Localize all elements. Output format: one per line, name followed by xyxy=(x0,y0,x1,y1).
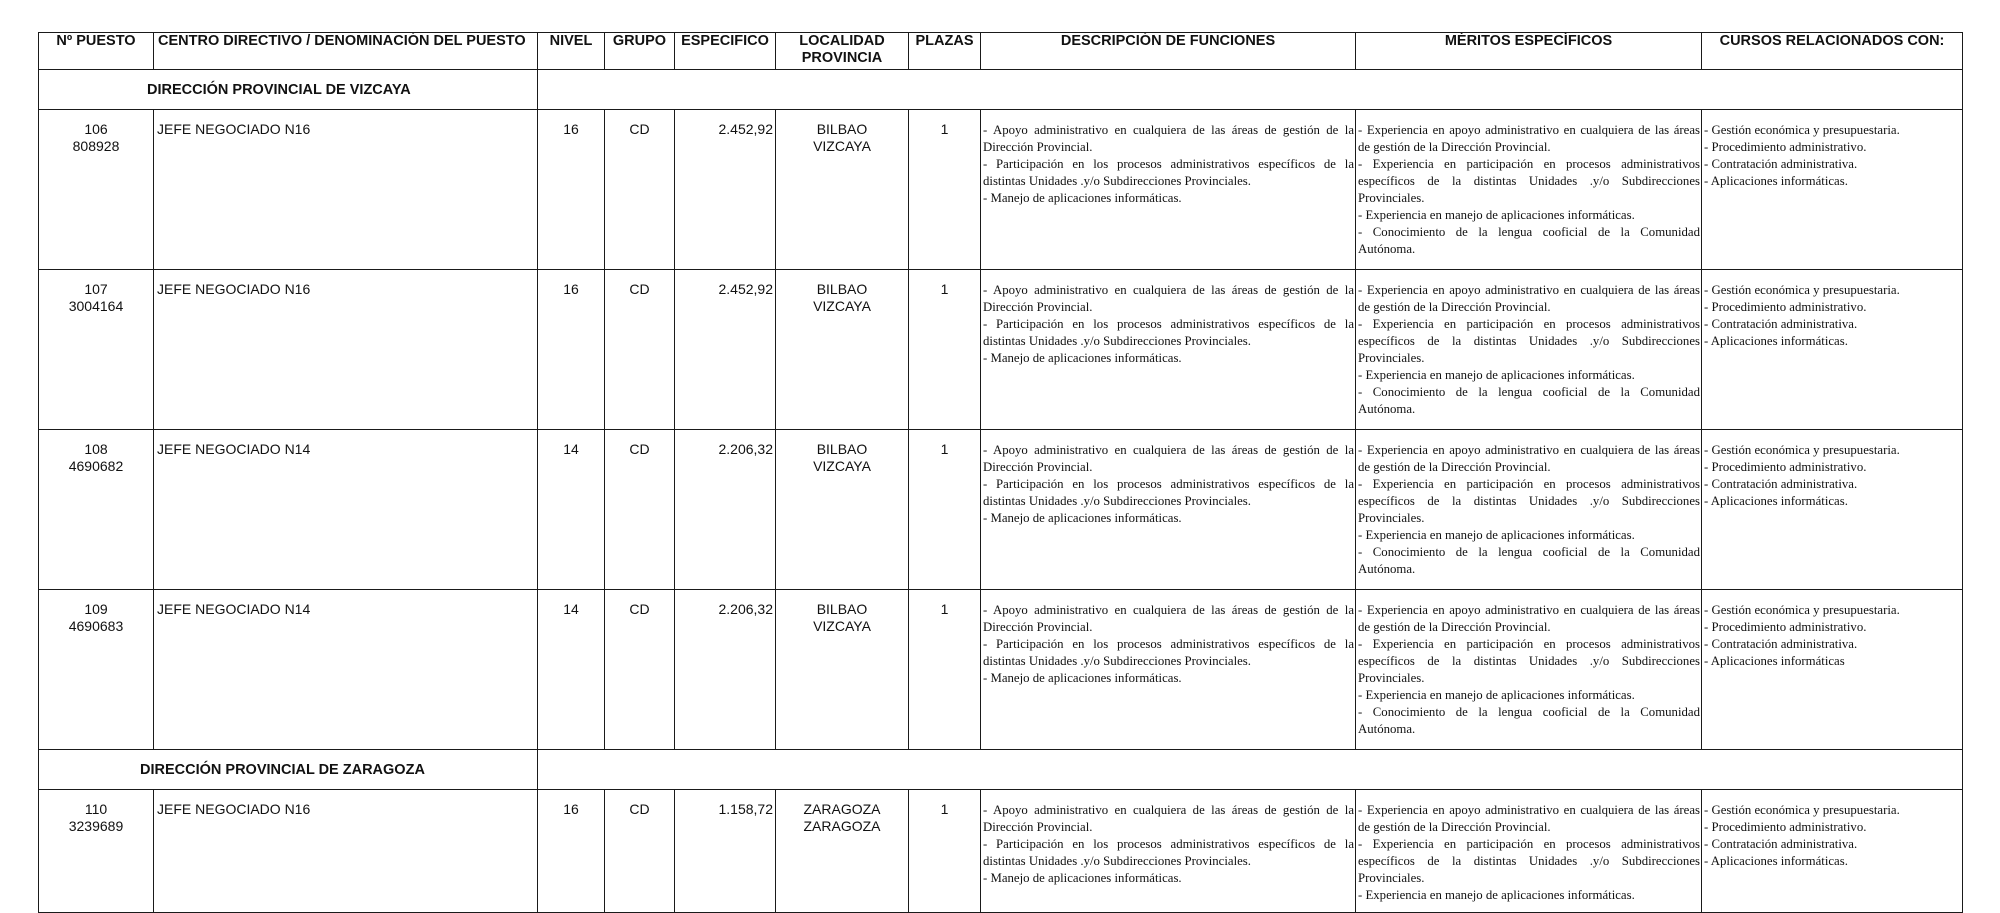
text-line: - Conocimiento de la lengua cooficial de la Comunidad Autónoma. xyxy=(1358,385,1700,416)
puesto-grupo: CD xyxy=(605,270,675,430)
funciones-cell xyxy=(981,430,1356,590)
puesto-number-cell xyxy=(39,590,154,750)
puesto-localidad: BILBAO xyxy=(816,281,868,297)
section-title-cell xyxy=(39,750,538,790)
text-line: - Aplicaciones informáticas. xyxy=(1704,334,1848,348)
puesto-number: 109 xyxy=(84,601,108,617)
puesto-plazas: 1 xyxy=(909,110,981,270)
text-line: - Manejo de aplicaciones informáticas. xyxy=(983,511,1182,525)
text-line: - Apoyo administrativo en cualquiera de las áreas de gestión de la Dirección Provincial. xyxy=(983,283,1354,314)
text-line: - Participación en los procesos administrativos específicos de la distintas Unidades .y/o Subdirecciones Provinciales. xyxy=(983,637,1354,668)
puesto-grupo: CD xyxy=(605,590,675,750)
puesto-provincia: VIZCAYA xyxy=(813,138,871,154)
puesto-localidad: BILBAO xyxy=(816,441,868,457)
text-line: - Gestión económica y presupuestaria. xyxy=(1704,443,1900,457)
text-line: - Experiencia en manejo de aplicaciones informáticas. xyxy=(1358,368,1635,382)
document-page xyxy=(38,32,1962,902)
cursos-cell xyxy=(1702,790,1963,913)
text-line: - Procedimiento administrativo. xyxy=(1704,820,1867,834)
funciones-cell xyxy=(981,270,1356,430)
text-line: - Experiencia en apoyo administrativo en cualquiera de las áreas de gestión de la Dirección Provincial. xyxy=(1358,123,1700,154)
puesto-nivel: 16 xyxy=(538,790,605,913)
text-line: - Procedimiento administrativo. xyxy=(1704,620,1867,634)
puesto-grupo: CD xyxy=(605,430,675,590)
section-filler-cell xyxy=(538,70,1963,110)
puesto-grupo: CD xyxy=(605,790,675,913)
section-title: DIRECCIÓN PROVINCIAL DE ZARAGOZA xyxy=(140,761,425,778)
text-line: - Gestión económica y presupuestaria. xyxy=(1704,603,1900,617)
puesto-localidad-cell xyxy=(776,790,909,913)
text-line: - Contratación administrativa. xyxy=(1704,637,1858,651)
puesto-localidad-cell xyxy=(776,110,909,270)
puesto-number: 110 xyxy=(84,801,108,817)
text-line: - Participación en los procesos administrativos específicos de la distintas Unidades .y/o Subdirecciones Provinciales. xyxy=(983,837,1354,868)
text-line: - Contratación administrativa. xyxy=(1704,157,1858,171)
text-line: - Experiencia en manejo de aplicaciones informáticas. xyxy=(1358,688,1635,702)
section-filler-cell xyxy=(538,750,1963,790)
text-line: - Contratación administrativa. xyxy=(1704,477,1858,491)
puesto-nivel: 14 xyxy=(538,430,605,590)
puesto-especifico: 1.158,72 xyxy=(675,790,776,913)
header-descripcion-funciones: DESCRIPCIÓN DE FUNCIONES xyxy=(981,33,1356,70)
cursos-cell xyxy=(1702,590,1963,750)
text-line: - Experiencia en manejo de aplicaciones informáticas. xyxy=(1358,528,1635,542)
puesto-denominacion: JEFE NEGOCIADO N16 xyxy=(154,270,538,430)
puesto-localidad: ZARAGOZA xyxy=(803,801,881,817)
text-line: - Conocimiento de la lengua cooficial de la Comunidad Autónoma. xyxy=(1358,545,1700,576)
text-line: - Experiencia en participación en procesos administrativos específicos de la distintas Unidades .y/o Subdirecciones Provinciales. xyxy=(1358,157,1700,205)
text-line: - Procedimiento administrativo. xyxy=(1704,140,1867,154)
text-line: - Experiencia en apoyo administrativo en cualquiera de las áreas de gestión de la Dirección Provincial. xyxy=(1358,443,1700,474)
section-title-cell xyxy=(39,70,538,110)
section-row xyxy=(39,750,1963,790)
puesto-nivel: 16 xyxy=(538,270,605,430)
puesto-code: 3239689 xyxy=(68,818,124,834)
puesto-denominacion: JEFE NEGOCIADO N14 xyxy=(154,590,538,750)
meritos-cell xyxy=(1356,790,1702,913)
section-title: DIRECCIÓN PROVINCIAL DE VIZCAYA xyxy=(147,81,411,98)
puesto-nivel: 14 xyxy=(538,590,605,750)
text-line: - Manejo de aplicaciones informáticas. xyxy=(983,671,1182,685)
header-nivel: NIVEL xyxy=(538,33,605,70)
puesto-localidad: BILBAO xyxy=(816,121,868,137)
text-line: - Apoyo administrativo en cualquiera de las áreas de gestión de la Dirección Provincial. xyxy=(983,803,1354,834)
header-centro-directivo: CENTRO DIRECTIVO / DENOMINACIÓN DEL PUESTO xyxy=(154,33,538,70)
puesto-number-cell xyxy=(39,430,154,590)
puesto-number: 106 xyxy=(84,121,108,137)
puesto-especifico: 2.206,32 xyxy=(675,590,776,750)
header-provincia: PROVINCIA xyxy=(801,50,883,66)
text-line: - Gestión económica y presupuestaria. xyxy=(1704,283,1900,297)
text-line: - Aplicaciones informáticas. xyxy=(1704,174,1848,188)
meritos-cell xyxy=(1356,430,1702,590)
meritos-cell xyxy=(1356,590,1702,750)
text-line: - Experiencia en participación en procesos administrativos específicos de la distintas Unidades .y/o Subdirecciones Provinciales. xyxy=(1358,477,1700,525)
puesto-especifico: 2.206,32 xyxy=(675,430,776,590)
text-line: - Apoyo administrativo en cualquiera de las áreas de gestión de la Dirección Provincial. xyxy=(983,443,1354,474)
puesto-code: 808928 xyxy=(72,138,120,154)
text-line: - Participación en los procesos administrativos específicos de la distintas Unidades .y/o Subdirecciones Provinciales. xyxy=(983,477,1354,508)
puesto-localidad-cell xyxy=(776,590,909,750)
header-localidad: LOCALIDAD xyxy=(799,33,885,49)
puesto-especifico: 2.452,92 xyxy=(675,270,776,430)
puesto-especifico: 2.452,92 xyxy=(675,110,776,270)
funciones-cell xyxy=(981,110,1356,270)
text-line: - Experiencia en apoyo administrativo en cualquiera de las áreas de gestión de la Dirección Provincial. xyxy=(1358,283,1700,314)
text-line: - Experiencia en manejo de aplicaciones informáticas. xyxy=(1358,888,1635,902)
funciones-cell xyxy=(981,590,1356,750)
text-line: - Aplicaciones informáticas. xyxy=(1704,494,1848,508)
puesto-code: 4690683 xyxy=(68,618,124,634)
text-line: - Experiencia en apoyo administrativo en cualquiera de las áreas de gestión de la Dirección Provincial. xyxy=(1358,803,1700,834)
table-row xyxy=(39,430,1963,590)
table-row xyxy=(39,790,1963,913)
puesto-number-cell xyxy=(39,790,154,913)
meritos-cell xyxy=(1356,270,1702,430)
text-line: - Conocimiento de la lengua cooficial de la Comunidad Autónoma. xyxy=(1358,225,1700,256)
text-line: - Gestión económica y presupuestaria. xyxy=(1704,123,1900,137)
text-line: - Manejo de aplicaciones informáticas. xyxy=(983,871,1182,885)
puesto-provincia: VIZCAYA xyxy=(813,298,871,314)
puesto-plazas: 1 xyxy=(909,790,981,913)
puesto-code: 3004164 xyxy=(68,298,124,314)
text-line: - Gestión económica y presupuestaria. xyxy=(1704,803,1900,817)
cursos-cell xyxy=(1702,270,1963,430)
text-line: - Participación en los procesos administrativos específicos de la distintas Unidades .y/o Subdirecciones Provinciales. xyxy=(983,317,1354,348)
text-line: - Conocimiento de la lengua cooficial de la Comunidad Autónoma. xyxy=(1358,705,1700,736)
text-line: - Experiencia en apoyo administrativo en cualquiera de las áreas de gestión de la Dirección Provincial. xyxy=(1358,603,1700,634)
puestos-table xyxy=(38,32,1963,913)
header-num-puesto: Nº PUESTO xyxy=(39,33,154,70)
text-line: - Experiencia en manejo de aplicaciones informáticas. xyxy=(1358,208,1635,222)
header-plazas: PLAZAS xyxy=(909,33,981,70)
text-line: - Experiencia en participación en procesos administrativos específicos de la distintas Unidades .y/o Subdirecciones Provinciales. xyxy=(1358,317,1700,365)
puesto-plazas: 1 xyxy=(909,590,981,750)
text-line: - Apoyo administrativo en cualquiera de las áreas de gestión de la Dirección Provincial. xyxy=(983,123,1354,154)
text-line: - Apoyo administrativo en cualquiera de las áreas de gestión de la Dirección Provincial. xyxy=(983,603,1354,634)
puesto-plazas: 1 xyxy=(909,430,981,590)
puesto-plazas: 1 xyxy=(909,270,981,430)
text-line: - Procedimiento administrativo. xyxy=(1704,460,1867,474)
puesto-denominacion: JEFE NEGOCIADO N16 xyxy=(154,790,538,913)
text-line: - Aplicaciones informáticas. xyxy=(1704,854,1848,868)
table-body xyxy=(39,70,1963,913)
puesto-nivel: 16 xyxy=(538,110,605,270)
table-row xyxy=(39,270,1963,430)
header-especifico: ESPECIFICO xyxy=(675,33,776,70)
section-row xyxy=(39,70,1963,110)
puesto-denominacion: JEFE NEGOCIADO N16 xyxy=(154,110,538,270)
text-line: - Participación en los procesos administrativos específicos de la distintas Unidades .y/o Subdirecciones Provinciales. xyxy=(983,157,1354,188)
cursos-cell xyxy=(1702,430,1963,590)
text-line: - Experiencia en participación en procesos administrativos específicos de la distintas Unidades .y/o Subdirecciones Provinciales. xyxy=(1358,637,1700,685)
puesto-number: 107 xyxy=(84,281,108,297)
puesto-number-cell xyxy=(39,270,154,430)
text-line: - Contratación administrativa. xyxy=(1704,837,1858,851)
puesto-localidad: BILBAO xyxy=(816,601,868,617)
header-localidad-provincia xyxy=(776,33,909,70)
puesto-number-cell xyxy=(39,110,154,270)
puesto-provincia: ZARAGOZA xyxy=(803,818,881,834)
puesto-denominacion: JEFE NEGOCIADO N14 xyxy=(154,430,538,590)
text-line: - Contratación administrativa. xyxy=(1704,317,1858,331)
header-cursos-relacionados: CURSOS RELACIONADOS CON: xyxy=(1702,33,1963,70)
text-line: - Procedimiento administrativo. xyxy=(1704,300,1867,314)
funciones-cell xyxy=(981,790,1356,913)
table-row xyxy=(39,590,1963,750)
puesto-provincia: VIZCAYA xyxy=(813,618,871,634)
header-meritos-especificos: MÉRITOS ESPECÍFICOS xyxy=(1356,33,1702,70)
table-row xyxy=(39,110,1963,270)
puesto-localidad-cell xyxy=(776,270,909,430)
header-grupo: GRUPO xyxy=(605,33,675,70)
puesto-code: 4690682 xyxy=(68,458,124,474)
text-line: - Experiencia en participación en procesos administrativos específicos de la distintas Unidades .y/o Subdirecciones Provinciales. xyxy=(1358,837,1700,885)
text-line: - Manejo de aplicaciones informáticas. xyxy=(983,191,1182,205)
cursos-cell xyxy=(1702,110,1963,270)
text-line: - Manejo de aplicaciones informáticas. xyxy=(983,351,1182,365)
text-line: - Aplicaciones informáticas xyxy=(1704,654,1845,668)
puesto-number: 108 xyxy=(84,441,108,457)
puesto-provincia: VIZCAYA xyxy=(813,458,871,474)
puesto-grupo: CD xyxy=(605,110,675,270)
meritos-cell xyxy=(1356,110,1702,270)
puesto-localidad-cell xyxy=(776,430,909,590)
table-header xyxy=(39,33,1963,70)
